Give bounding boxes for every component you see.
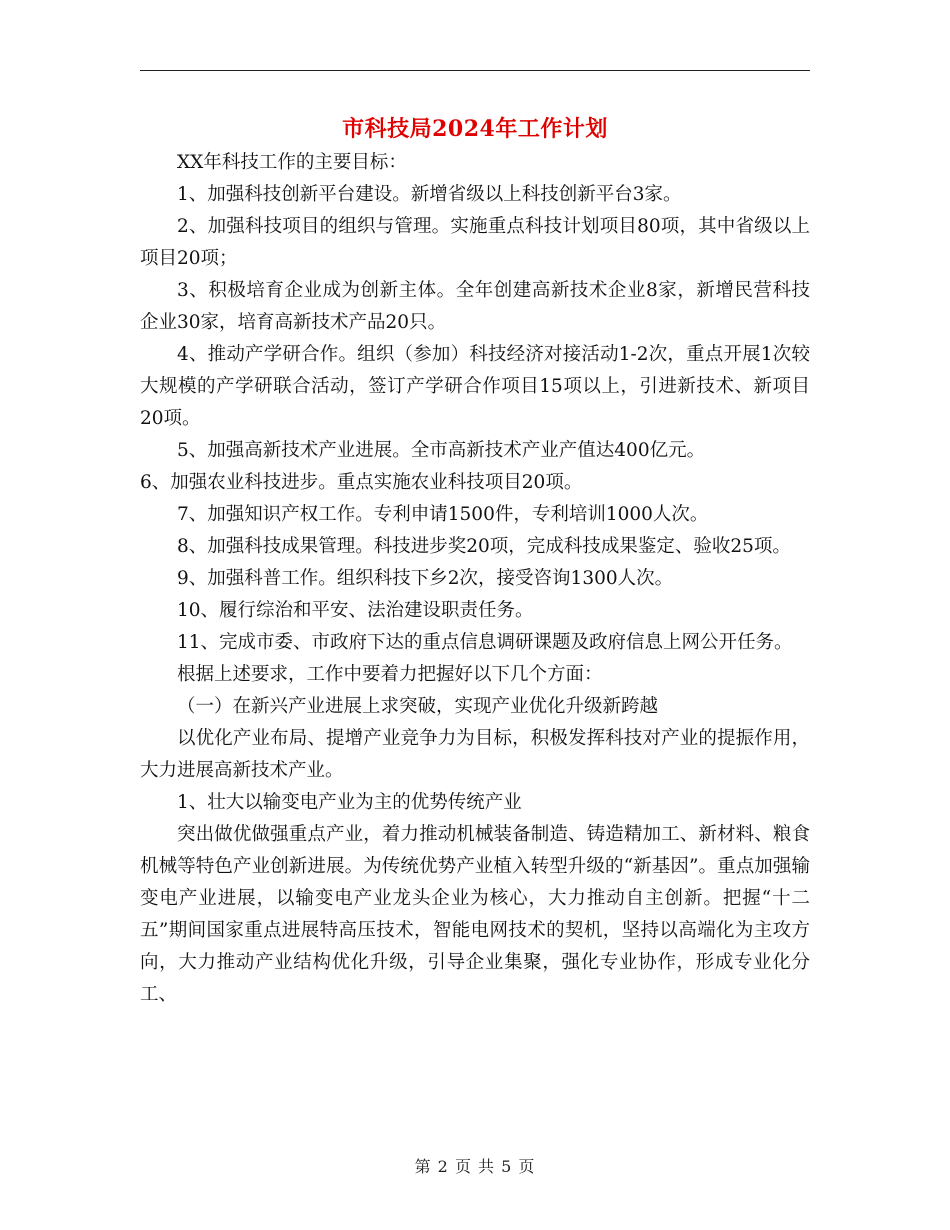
- paragraph-subsection-1-body: 突出做优做强重点产业，着力推动机械装备制造、铸造精加工、新材料、粮食机械等特色产业创新进展。为传统优势产业植入转型升级的“新基因”。重点加强输变电产业进展，以输变电产业龙头企业为核心，大力推动自主创新。把握“十二五”期间国家重点进展特高压技术，智能电网技术的契机，坚持以高端化为主攻方向，大力推动产业结构优化升级，引导企业集聚，强化专业协作，形成专业化分工、: [140, 824, 810, 1005]
- paragraph-item-11: 11、完成市委、市政府下达的重点信息调研课题及政府信息上网公开任务。: [177, 632, 793, 653]
- paragraph-item-2: 2、加强科技项目的组织与管理。实施重点科技计划项目80项，其中省级以上项目20项；: [140, 216, 810, 269]
- section-heading-1: （一）在新兴产业进展上求突破，实现产业优化升级新跨越: [177, 696, 659, 717]
- paragraph-item-8: 8、加强科技成果管理。科技进步奖20项，完成科技成果鉴定、验收25项。: [177, 536, 791, 557]
- paragraph-item-9: 9、加强科普工作。组织科技下乡2次，接受咨询1300人次。: [177, 568, 674, 589]
- document-title: 市科技局2024年工作计划: [342, 116, 608, 142]
- document-body: [140, 147, 810, 1011]
- subsection-heading-1: 1、壮大以输变电产业为主的优势传统产业: [177, 792, 522, 813]
- paragraph-goals-intro: XX年科技工作的主要目标：: [177, 152, 407, 173]
- paragraph-item-5: 5、加强高新技术产业进展。全市高新技术产业产值达400亿元。: [177, 440, 706, 461]
- paragraph-item-1: 1、加强科技创新平台建设。新增省级以上科技创新平台3家。: [177, 184, 682, 205]
- paragraph-item-7: 7、加强知识产权工作。专利申请1500件，专利培训1000人次。: [177, 504, 709, 525]
- paragraph-item-4: 4、推动产学研合作。组织（参加）科技经济对接活动1-2次，重点开展1次较大规模的产学研联合活动，签订产学研合作项目15项以上，引进新技术、新项目20项。: [140, 344, 810, 429]
- header-rule: [140, 70, 810, 71]
- page-number: 第 2 页 共 5 页: [414, 1157, 536, 1176]
- paragraph-item-10: 10、履行综治和平安、法治建设职责任务。: [177, 600, 534, 621]
- paragraph-requirements: 根据上述要求，工作中要着力把握好以下几个方面：: [177, 664, 603, 685]
- paragraph-section-1-intro: 以优化产业布局、提增产业竞争力为目标，积极发挥科技对产业的提振作用，大力进展高新技术产业。: [140, 728, 810, 781]
- paragraph-item-3: 3、积极培育企业成为创新主体。全年创建高新技术企业8家，新增民营科技企业30家，培育高新技术产品20只。: [140, 280, 810, 333]
- paragraph-item-6: 6、加强农业科技进步。重点实施农业科技项目20项。: [140, 472, 583, 493]
